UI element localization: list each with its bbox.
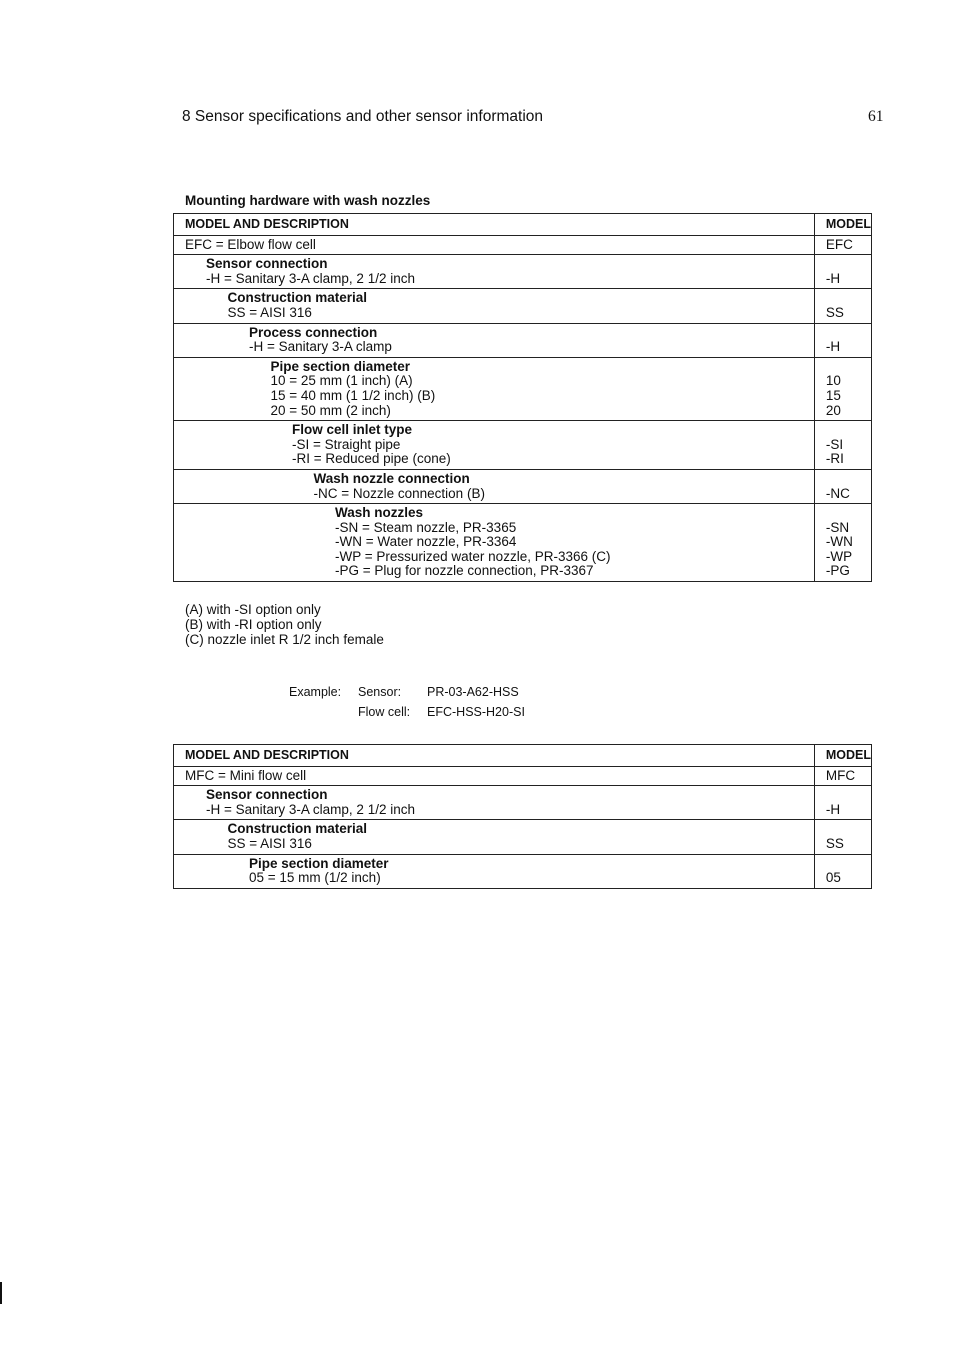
option-group-codes	[814, 289, 871, 323]
table-row-option-group	[174, 289, 872, 323]
page-number: 61	[868, 108, 884, 125]
example-values	[427, 682, 525, 722]
option-group-description	[174, 421, 815, 470]
option-group-codes	[814, 357, 871, 420]
model-code: 15	[825, 387, 841, 403]
header-description: MODEL AND DESCRIPTION	[174, 745, 815, 767]
table-row-option-group	[174, 786, 872, 820]
table-row-option-group	[174, 323, 872, 357]
footnote: (B) with -RI option only	[185, 617, 322, 632]
option-group-description	[174, 357, 815, 420]
option-group-description	[174, 469, 815, 503]
header-model: MODEL	[814, 214, 871, 236]
header-model: MODEL	[814, 745, 871, 767]
option-group-codes	[814, 255, 871, 289]
model-code: -H	[825, 339, 841, 355]
option-group-description	[174, 854, 815, 888]
example-value: PR-03-A62-HSS	[427, 685, 519, 699]
table-header-row	[174, 745, 872, 767]
table-row-option-group	[174, 854, 872, 888]
option-line: SS = AISI 316	[227, 835, 312, 851]
option-group-codes	[814, 854, 871, 888]
footnote: (C) nozzle inlet R 1/2 inch female	[185, 632, 384, 647]
option-group-title: Process connection	[249, 324, 378, 340]
example-key: Flow cell:	[358, 705, 411, 719]
option-line: 10 = 25 mm (1 inch) (A)	[270, 373, 413, 389]
option-group-title: Wash nozzles	[335, 505, 424, 521]
base-model-code: EFC	[814, 235, 871, 255]
option-line: 15 = 40 mm (1 1/2 inch) (B)	[270, 387, 436, 403]
option-group-description	[174, 323, 815, 357]
option-group-title: Flow cell inlet type	[292, 422, 413, 438]
example-label: Example:	[289, 685, 342, 699]
option-line: -SI = Straight pipe	[292, 436, 401, 452]
page-header-title: 8 Sensor specifications and other sensor information	[182, 108, 544, 125]
option-group-codes	[814, 504, 871, 582]
table-body	[174, 745, 872, 889]
example-value: EFC-HSS-H20-SI	[427, 705, 525, 719]
option-group-codes	[814, 421, 871, 470]
model-code: -H	[825, 801, 841, 817]
option-group-title: Sensor connection	[206, 256, 328, 272]
example-keys	[358, 682, 410, 722]
model-code: -SN	[825, 519, 850, 535]
option-group-description	[174, 786, 815, 820]
option-group-title: Sensor connection	[206, 787, 328, 803]
table-body	[174, 214, 872, 582]
footnotes	[185, 602, 384, 647]
option-group-description	[174, 289, 815, 323]
margin-mark	[0, 1282, 2, 1304]
option-line: -PG = Plug for nozzle connection, PR-3367	[335, 563, 594, 579]
model-code: -WP	[825, 548, 853, 564]
option-line: SS = AISI 316	[227, 304, 312, 320]
option-line: 05 = 15 mm (1/2 inch)	[249, 870, 381, 886]
option-line: -SN = Steam nozzle, PR-3365	[335, 519, 517, 535]
option-group-codes	[814, 786, 871, 820]
model-code: 20	[825, 402, 841, 418]
option-line: 20 = 50 mm (2 inch)	[270, 402, 391, 418]
table-row-option-group	[174, 469, 872, 503]
model-code: -RI	[825, 451, 844, 467]
header-description: MODEL AND DESCRIPTION	[174, 214, 815, 236]
option-line: -H = Sanitary 3-A clamp	[249, 339, 392, 355]
table-row-base	[174, 766, 872, 786]
option-line: -WN = Water nozzle, PR-3364	[335, 534, 517, 550]
option-group-title: Wash nozzle connection	[313, 470, 470, 486]
table-row-option-group	[174, 820, 872, 854]
base-description: EFC = Elbow flow cell	[174, 235, 815, 255]
option-line: -RI = Reduced pipe (cone)	[292, 451, 451, 467]
example-key: Sensor:	[358, 685, 402, 699]
table-row-option-group	[174, 504, 872, 582]
option-group-description	[174, 820, 815, 854]
option-line: -WP = Pressurized water nozzle, PR-3366 (C)	[335, 548, 611, 564]
option-group-codes	[814, 469, 871, 503]
table-row-option-group	[174, 421, 872, 470]
option-group-codes	[814, 820, 871, 854]
option-group-title: Pipe section diameter	[270, 358, 411, 374]
model-code: -H	[825, 270, 841, 286]
option-group-title: Construction material	[227, 290, 368, 306]
model-code: SS	[825, 304, 844, 320]
option-line: -NC = Nozzle connection (B)	[313, 485, 485, 501]
option-group-codes	[814, 323, 871, 357]
model-code: 10	[825, 373, 841, 389]
table-row-base	[174, 235, 872, 255]
model-code: 05	[825, 870, 841, 886]
section-title: Mounting hardware with wash nozzles	[185, 193, 431, 208]
base-model-code: MFC	[814, 766, 871, 786]
table-row-option-group	[174, 255, 872, 289]
option-line: -H = Sanitary 3-A clamp, 2 1/2 inch	[206, 270, 415, 286]
table-header-row	[174, 214, 872, 236]
model-table-mfc	[173, 744, 872, 889]
model-code: -SI	[825, 436, 844, 452]
option-group-title: Construction material	[227, 821, 368, 837]
model-code: -PG	[825, 563, 850, 579]
option-group-description	[174, 255, 815, 289]
footnote: (A) with -SI option only	[185, 602, 321, 617]
model-code: SS	[825, 835, 844, 851]
option-line: -H = Sanitary 3-A clamp, 2 1/2 inch	[206, 801, 415, 817]
option-group-title: Pipe section diameter	[249, 855, 389, 871]
base-description: MFC = Mini flow cell	[174, 766, 815, 786]
option-group-description	[174, 504, 815, 582]
model-code: -NC	[825, 485, 850, 501]
model-table-efc	[173, 213, 872, 582]
table-row-option-group	[174, 357, 872, 420]
model-code: -WN	[825, 534, 853, 550]
